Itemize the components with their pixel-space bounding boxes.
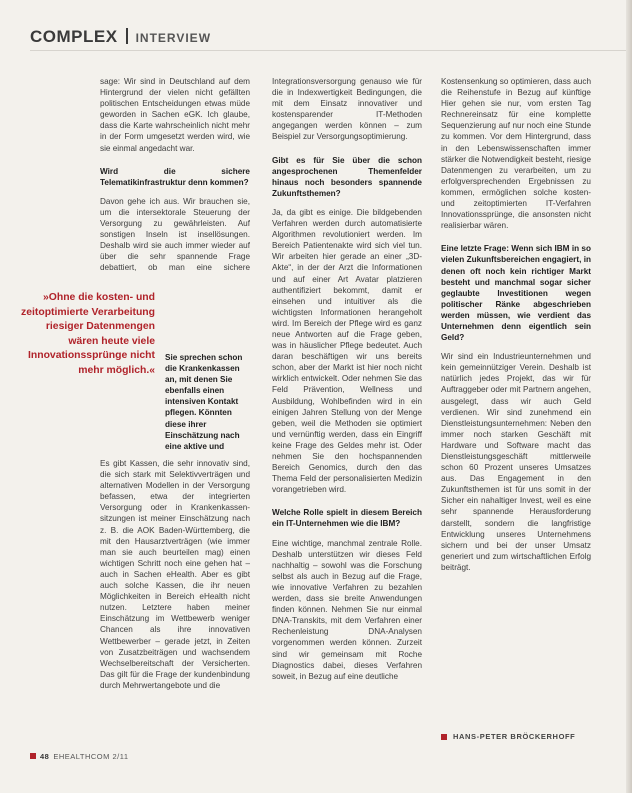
answer-geld: Wir sind ein Industrieunternehmen und kein gemeinnütziger Verein. Deshalb ist natürlich jedes Projekt, das wir für Auftraggeber oder mit Partnern angehen, ausgelegt, dass wir auch Geld verdienen. Wir sind zunehmend ein Dienstleistungsunternehmen: Neben den immer noch starken Geschäft mit Hardware und Software macht das Dienstleistungsgeschäft mittlerweile schon 60 Prozent unseres Umsatzes aus. Das Engagement in den Zukunftsthemen ist für uns somit in der Sicher ein nahaltiger Invest, weil es eine sehr spannende Herausforderung darstellt, sondern die langfristige Entwicklung unseres Unternehmens sichern und bei der unser Umsatz generiert und zum wirtschaftlichen Erfolg beiträgt. xyxy=(441,352,591,572)
page-header xyxy=(30,26,211,47)
question-krankenkassen: Sie sprechen schon die Krankenkassen an, mit denen Sie ebenfalls einen intensiven Kontakt pflegen. Könnten diese ihrer Einschätzung nach eine aktive und xyxy=(165,353,243,451)
section-label: INTERVIEW xyxy=(135,31,212,45)
footer-marker xyxy=(30,753,36,759)
column-3 xyxy=(441,76,591,716)
pull-quote-text: Ohne die kosten- und zeitoptimierte Verarbeitung riesiger Datenmengen wären heute viele Innovationssprünge nicht mehr möglich. xyxy=(21,292,155,376)
column-2-continuation: Integrationsversorgung genauso wie für die in Indexwertigkeit Bedingungen, die mit dem Einsatz innovativer und kostensparender IT-Methoden angegangen werden können – zum Beispiel zur Versorgungsoptimierung. xyxy=(272,77,422,142)
question-zukunftsthemen: Gibt es für Sie über die schon angesprochenen Themenfelder hinaus noch besonders spannende Zukunftsthemen? xyxy=(272,155,422,198)
question-geld: Eine letzte Frage: Wenn sich IBM in so vielen Zukunftsbereichen engagiert, in denen oft noch kein richtiger Markt besteht und manchmal sogar sicher geglaubte Investitionen wegen politischer Ränke abgeschrieben werden müssen, wie verdient das Unternehmen denn eigentlich sein Geld? xyxy=(441,244,591,343)
quote-open-mark: » xyxy=(42,292,49,303)
page-number: 48 xyxy=(40,752,50,761)
answer-krankenkassen xyxy=(100,458,250,738)
answer-telematik: Davon gehe ich aus. Wir brauchen sie, um die intersektorale Steuerung der Versorgung zu gewährleisten. Auf sonstigen Inseln ist insellösungen. Deshalb wird sie auch immer wieder auf über die sehr spannende Frage debattiert, ob man eine sichere xyxy=(100,196,250,273)
author-marker xyxy=(441,734,447,740)
pull-quote xyxy=(20,291,155,378)
question-telematik: Wird die sichere Telematikinfrastruktur denn kommen? xyxy=(100,166,250,187)
header-divider xyxy=(126,28,128,44)
column-1-intro: sage: Wir sind in Deutschland auf dem Hintergrund der vielen nicht gefällten politischen Entscheidungen etwas müde geworden in Sachen eGK. Ich glaube, dass die Karte wahrscheinlich nicht mehr in der Form umgesetzt werden wird, wie sie einmal angedacht war. xyxy=(100,77,250,153)
brand-label: COMPLEX xyxy=(30,27,118,46)
header-rule xyxy=(30,50,632,51)
page-edge-shadow xyxy=(626,0,632,793)
quote-close-mark: « xyxy=(149,364,155,376)
column-1 xyxy=(100,76,250,276)
column-2 xyxy=(272,76,422,736)
column-3-continuation: Kostensenkung so optimieren, dass auch die Reihenstufe in Bezug auf künftige Hier gehen sie nur, vom ersten Tag Rechnereinsatz für eine komplette Sequenzierung auf nur noch eine Stunde zu kommen. Vor dem Hintergrund, dass in den Lebenswissenschaften immer stärker die Notwendigkeit besteht, riesige Datenmengen zu verarbeiten, um zu erfolgversprechenden Ergebnissen zu kommen, ermöglichen solche kosten- und zeitoptimierten IT-Verfahren Innovationssprünge, die ansonsten nicht realisierbar wären. xyxy=(441,77,591,231)
author-name: HANS-PETER BRÖCKERHOFF xyxy=(453,732,576,741)
answer-it-rolle: Eine wichtige, manchmal zentrale Rolle. Deshalb unterstützen wir dieses Feld nachhaltig – sowohl was die Forschung selbst als auch in Bezug auf die Frage, wie innovative Verfahren zu bezahlen werden, dass sie breite Anwendungen finden können. Nehmen Sie nur einmal DNA-Transkits, mit dem Verfahren einer Rechenleistung DNA-Analysen vorgenommen werden können. Zurzeit sind wir gemeinsam mit Roche Diagnostics dabei, dieses Verfahren soweit, in Bezug auf eine deutliche xyxy=(272,538,422,681)
answer-zukunftsthemen: Ja, da gibt es einige. Die bildgebenden Verfahren werden durch automatisierte Algorithmen revolutioniert werden. Im Bereich Patientenakte wird sich viel tun. Wir arbeiten hier gerade an einer „3D-Akte“, in der der Arzt die Informationen und auf einer Art Avatar platzieren authentifiziert bekommt, damit er einsehen und intuitiver als die wichtigsten Informationen herangeholt wird. Im Bereich der Pflege wird es ganz neue Antworten auf die Frage geben, was in häuslicher Pflege bedeutet. Auch daran beschäftigen wir uns bereits schon, aber der Markt ist hier noch nicht wirklich entwickelt. Oder nehmen Sie das Feld Prävention, Wellness und Ausbildung, Wohlbefinden wird in ein einigen Jahren Stellung von der Menge geben, weil die Methoden sie optimiert und vernünftig werden, dass ein Eingriff keine Frage des Geldes mehr ist. Oder nehmen Sie den hochspannenden Bereich Genomics, durch den das Thema Feld der personalisierten Medizin vorangetrieben wird. xyxy=(272,207,422,495)
magazine-name: EHEALTHCOM 2/11 xyxy=(53,752,129,761)
page-footer xyxy=(30,752,129,761)
author-credit xyxy=(441,732,575,741)
answer-krankenkassen-text: Es gibt Kassen, die sehr innovativ sind, die sich stark mit Selektivverträgen und alternativen Modellen in der Versorgung befassen, etwa der integrierten Versorgung oder in Krankenkassensitzungen ist meiner Einschätzung nach z. B. die AOK Baden-Württemberg, die mit den Hausarztverträgen (wie immer man sie auch beurteilen mag) einen wichtigen Schritt noch eine gehen hat – auch in Sachen eHealth. Aber es gibt auch solche Kassen, die ihr neuen Möglichkeiten in Bereich eHealth nicht nutzen. Letztere haben meiner Einschätzung im Wettbewerb weniger Chancen als ihre innovativen Wettbewerber – gerade jetzt, in Zeiten von Zusatzbeiträgen und wachsendem Wechselbereitschaft der Versicherten. Das gilt für die Frage der kundenbindung durch Mehrwertangebote und die xyxy=(100,459,250,690)
question-it-rolle: Welche Rolle spielt in diesem Bereich ein IT-Unternehmen wie die IBM? xyxy=(272,508,422,529)
